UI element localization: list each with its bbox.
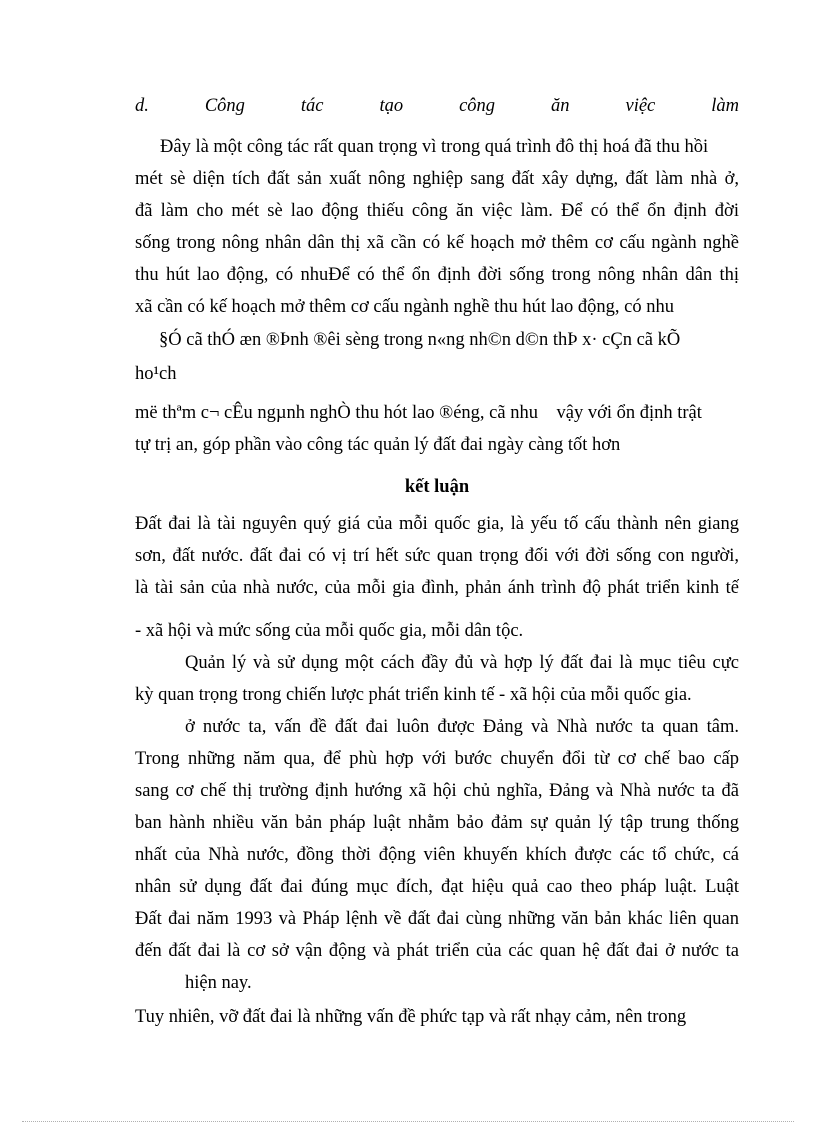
heading-word: làm [711, 96, 739, 116]
paragraph-line: Tuy nhiên, vỡ đất đai là những vấn đề phức tạp và rất nhạy cảm, nên trong [135, 1007, 687, 1027]
paragraph-line: Đất đai là tài nguyên quý giá của mỗi quốc gia, là yếu tố cấu thành nên giang [135, 514, 739, 534]
paragraph-line: xã cần có kế hoạch mở thêm cơ cấu ngành nghề thu hút lao động, có nhu [135, 297, 674, 317]
paragraph-line: sơn, đất nước. đất đai có vị trí hết sức quan trọng đối với đời sống con người, [135, 546, 739, 566]
garbled-line: ho¹ch [135, 364, 177, 384]
heading-word: công [459, 96, 496, 116]
heading-word: d. [135, 96, 149, 116]
paragraph-line: thu hút lao động, có nhuĐể có thể ổn định đời sống trong nông nhân dân thị [135, 265, 739, 285]
heading-word: Công [204, 96, 245, 116]
heading-word: ăn [551, 96, 570, 116]
paragraph-line: tự trị an, góp phần vào công tác quản lý đất đai ngày càng tốt hơn [135, 435, 621, 455]
paragraph-line: mét sè diện tích đất sản xuất nông nghiệp sang đất xây dựng, đất làm nhà ở, [135, 169, 739, 189]
paragraph-line: đã làm cho mét sè lao động thiếu công ăn việc làm. Để có thể ổn định đời [135, 201, 739, 221]
heading-word: tạo [379, 96, 404, 116]
garbled-line: §Ó cã thÓ æn ®Þnh ®êi sèng trong n«ng nh©n d©n thÞ x· cÇn cã kÕ [159, 330, 681, 350]
paragraph-line: sang cơ chế thị trường định hướng xã hội chủ nghĩa, Đảng và Nhà nước ta đã [135, 781, 739, 801]
paragraph-line: đến đất đai là cơ sở vận động và phát triển của các quan hệ đất đai ở nước ta [135, 941, 739, 961]
paragraph-line: kỳ quan trọng trong chiến lược phát triển kinh tế - xã hội của mỗi quốc gia. [135, 685, 692, 705]
heading-word: việc [625, 96, 656, 116]
paragraph-line: më thªm c¬ cÊu ngµnh nghÒ thu hót lao ®éng, cã nhu vậy với ổn định trật [135, 403, 702, 423]
heading-word: tác [300, 96, 324, 116]
section-heading-d [135, 94, 739, 118]
paragraph-line: sống trong nông nhân dân thị xã cần có kế hoạch mở thêm cơ cấu ngành nghề [135, 233, 739, 253]
paragraph-line: nhân sử dụng đất đai đúng mục đích, đạt hiệu quả cao theo pháp luật. Luật [135, 877, 739, 897]
paragraph-line: ban hành nhiều văn bản pháp luật nhằm bảo đảm sự quản lý tập trung thống [135, 813, 739, 833]
paragraph-line: là tài sản của nhà nước, của mỗi gia đình, phản ánh trình độ phát triển kinh tế [135, 578, 739, 598]
paragraph-line: hiện nay. [185, 973, 252, 993]
paragraph-line: Đây là một công tác rất quan trọng vì trong quá trình đô thị hoá đã thu hồi [160, 137, 709, 157]
conclusion-title: kết luận [404, 477, 470, 497]
page-bottom-rule [22, 1121, 794, 1122]
paragraph-line: Đất đai năm 1993 và Pháp lệnh về đất đai cùng những văn bản khác liên quan [135, 909, 739, 929]
paragraph-line: Quản lý và sử dụng một cách đầy đủ và hợp lý đất đai là mục tiêu cực [185, 653, 739, 673]
paragraph-line: ở nước ta, vấn đề đất đai luôn được Đảng và Nhà nước ta quan tâm. [185, 717, 739, 737]
paragraph-line: Trong những năm qua, để phù hợp với bước chuyển đổi từ cơ chế bao cấp [135, 749, 739, 769]
paragraph-line: nhất của Nhà nước, đồng thời động viên khuyến khích được các tổ chức, cá [135, 845, 739, 865]
paragraph-line: - xã hội và mức sống của mỗi quốc gia, mỗi dân tộc. [135, 621, 524, 641]
